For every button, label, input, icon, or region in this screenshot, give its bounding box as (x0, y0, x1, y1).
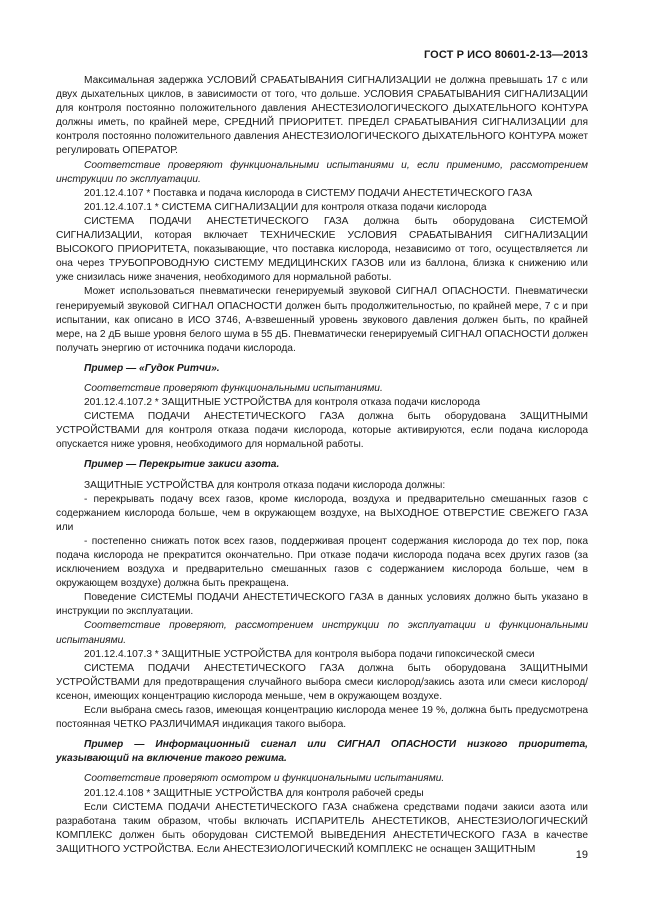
clause-heading: 201.12.4.107.3 * ЗАЩИТНЫЕ УСТРОЙСТВА для контроля выбора подачи гипоксической смеси (84, 648, 535, 660)
paragraph: СИСТЕМА ПОДАЧИ АНЕСТЕТИЧЕСКОГО ГАЗА должна быть оборудована ЗАЩИТНЫМИ УСТРОЙСТВАМИ для предотвращения случайного выбора смеси кислород/закись азота или смеси кислород/ксенон, имеющих концентрацию кислорода меньше, чем в окружающем воздухе. (56, 662, 588, 702)
list-item: - постепенно снижать поток всех газов, поддерживая процент содержания кислорода до тех пор, пока подача кислорода не прекратится окончательно. При отказе подачи кислорода подача всех других газов (за исключением воздуха и предварительно смешанных газов с содержанием кислорода больше, чем в окружающем воздухе) должна быть прекращена. (56, 535, 588, 590)
compliance-note: Соответствие проверяют осмотром и функциональными испытаниями. (84, 773, 445, 785)
paragraph: Максимальная задержка УСЛОВИЙ СРАБАТЫВАНИЯ СИГНАЛИЗАЦИИ не должна превышать 17 с или двух дыхательных циклов, в зависимости от того, что дольше. УСЛОВИЯ СРАБАТЫВАНИЯ СИГНАЛИЗАЦИИ для контроля постоянно положительного давления АНЕСТЕЗИОЛОГИЧЕСКОГО ДЫХАТЕЛЬНОГО КОНТУРА должны иметь, по крайней мере, СРЕДНИЙ ПРИОРИТЕТ. ПРЕДЕЛ СРАБАТЫВАНИЯ СИГНАЛИЗАЦИИ для контроля постоянно положительного давления АНЕСТЕЗИОЛОГИЧЕСКОГО ДЫХАТЕЛЬНОГО КОНТУРА может регулировать ОПЕРАТОР. (56, 75, 588, 157)
page-number: 19 (575, 849, 588, 861)
clause-heading: 201.12.4.107.2 * ЗАЩИТНЫЕ УСТРОЙСТВА для контроля отказа подачи кислорода (84, 397, 481, 409)
standard-code-header: ГОСТ Р ИСО 80601-2-13—2013 (423, 49, 588, 61)
paragraph: Может использоваться пневматически генерируемый звуковой СИГНАЛ ОПАСНОСТИ. Пневматически генерируемый звуковой СИГНАЛ ОПАСНОСТИ должен быть продолжительностью, по крайней мере, 7 с и при испытании, как описано в ИСО 3746, А-взвешенный уровень звукового давления должен быть, по крайней мере, на 2 дБ выше уровня белого шума в 55 дБ. Пневматически генерируемый СИГНАЛ ОПАСНОСТИ должен получать энергию от источника подачи кислорода. (56, 286, 588, 354)
clause-heading: 201.12.4.107.1 * СИСТЕМА СИГНАЛИЗАЦИИ для контроля отказа подачи кислорода (84, 201, 487, 213)
example-note: Пример — «Гудок Ритчи». (84, 362, 220, 374)
example-note: Пример — Перекрытие закиси азота. (84, 459, 280, 471)
paragraph: Если СИСТЕМА ПОДАЧИ АНЕСТЕТИЧЕСКОГО ГАЗА снабжена средствами подачи закиси азота или разработана таким образом, чтобы включать ИСПАРИТЕЛЬ АНЕСТЕТИКОВ, АНЕСТЕЗИОЛОГИЧЕСКИЙ КОМПЛЕКС должен быть оборудован СИСТЕМОЙ ВЫВЕДЕНИЯ АНЕСТЕТИЧЕСКОГО ГАЗА в качестве ЗАЩИТНОГО УСТРОЙСТВА. Если АНЕСТЕЗИОЛОГИЧЕСКИЙ КОМПЛЕКС не оснащен ЗАЩИТНЫМ (56, 801, 588, 855)
compliance-note: Соответствие проверяют функциональными испытаниями и, если применимо, рассмотрением инструкции по эксплуатации. (56, 159, 588, 185)
paragraph: СИСТЕМА ПОДАЧИ АНЕСТЕТИЧЕСКОГО ГАЗА должна быть оборудована СИСТЕМОЙ СИГНАЛИЗАЦИИ, которая включает ТЕХНИЧЕСКИЕ УСЛОВИЯ СРАБАТЫВАНИЯ СИГНАЛИЗАЦИИ ВЫСОКОГО ПРИОРИТЕТА, показывающие, что поставка кислорода, независимо от того, осуществляется ли она через ТРУБОПРОВОДНУЮ СИСТЕМУ МЕДИЦИНСКИХ ГАЗОВ или из баллона, близка к снижению или уже снизилась ниже значения, необходимого для нормальной работы. (56, 215, 588, 284)
compliance-note: Соответствие проверяют, рассмотрением инструкции по эксплуатации и функциональными испытаниями. (56, 620, 588, 646)
clause-heading: 201.12.4.107 * Поставка и подача кислорода в СИСТЕМУ ПОДАЧИ АНЕСТЕТИЧЕСКОГО ГАЗА (84, 187, 533, 199)
paragraph: ЗАЩИТНЫЕ УСТРОЙСТВА для контроля отказа подачи кислорода должны: (84, 479, 446, 491)
paragraph: Поведение СИСТЕМЫ ПОДАЧИ АНЕСТЕТИЧЕСКОГО ГАЗА в данных условиях должно быть указано в инструкции по эксплуатации. (56, 592, 588, 618)
list-item: - перекрывать подачу всех газов, кроме кислорода, воздуха и предварительно смешанных газов с содержанием кислорода больше, чем в окружающем воздухе, на ВЫХОДНОЕ ОТВЕРСТИЕ СВЕЖЕГО ГАЗА или (56, 493, 588, 533)
body-text (56, 74, 588, 857)
paragraph: СИСТЕМА ПОДАЧИ АНЕСТЕТИЧЕСКОГО ГАЗА должна быть оборудована ЗАЩИТНЫМИ УСТРОЙСТВАМИ для контроля отказа подачи кислорода, которые активируются, если подача кислорода опускается ниже уровня, необходимого для нормальной работы. (56, 411, 588, 451)
clause-heading: 201.12.4.108 * ЗАЩИТНЫЕ УСТРОЙСТВА для контроля рабочей среды (84, 787, 424, 799)
paragraph: Если выбрана смесь газов, имеющая концентрацию кислорода менее 19 %, должна быть предусмотрена постоянная ЧЕТКО РАЗЛИЧИМАЯ индикация такого выбора. (56, 705, 588, 731)
compliance-note: Соответствие проверяют функциональными испытаниями. (84, 382, 383, 394)
example-note: Пример — Информационный сигнал или СИГНАЛ ОПАСНОСТИ низкого приоритета, указывающий на включение такого режима. (56, 739, 588, 765)
